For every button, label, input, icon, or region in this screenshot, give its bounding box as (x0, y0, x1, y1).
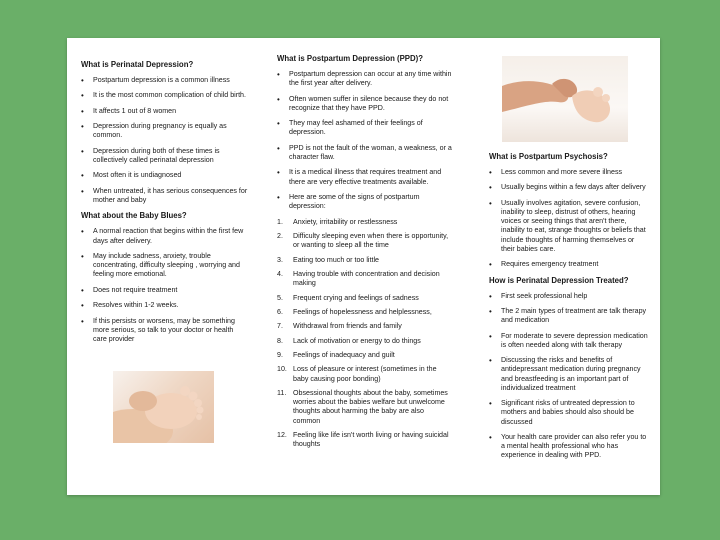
list-item (277, 270, 453, 288)
list-item: • May include sadness, anxiety, trouble concentrating, difficulty sleeping , worrying and feeling more emotional. (81, 252, 249, 280)
list-item: • When untreated, it has serious consequences for mother and baby (81, 187, 249, 205)
list-item: • Discussing the risks and benefits of antidepressant medication during pregnancy and breastfeeding is an important part of individualized treatment (489, 356, 649, 393)
list-item: • Less common and more severe illness (489, 168, 649, 177)
hands-photo (502, 56, 628, 142)
item-number: 10. (277, 365, 287, 374)
item-number: 9. (277, 351, 283, 360)
item-number: 5. (277, 293, 283, 302)
item-text: Feelings of inadequacy and guilt (293, 351, 395, 360)
psychosis-list (489, 168, 649, 269)
list-item (277, 308, 453, 317)
list-item (277, 365, 453, 383)
item-number: 12. (277, 431, 287, 440)
item-text: Frequent crying and feelings of sadness (293, 293, 419, 302)
item-text: Feeling like life isn't worth living or having suicidal thoughts (293, 431, 449, 449)
list-item (277, 256, 453, 265)
list-item: • If this persists or worsens, may be something more serious, so talk to your doctor or health care provider (81, 317, 249, 345)
list-item (277, 337, 453, 346)
item-text: Loss of pleasure or interest (sometimes in the baby causing poor bonding) (293, 365, 437, 383)
signs-list (277, 218, 453, 450)
list-item: • A normal reaction that begins within the first few days after delivery. (81, 227, 249, 245)
list-item (277, 431, 453, 449)
item-number: 2. (277, 231, 283, 240)
list-item: • Significant risks of untreated depression to mothers and babies should also should be discussed (489, 399, 649, 427)
item-text: Feelings of hopelessness and helplessness, (293, 307, 432, 316)
ppd-list (277, 70, 453, 211)
baby-foot-photo (113, 371, 214, 443)
treatment-list (489, 292, 649, 461)
item-number: 3. (277, 255, 283, 264)
list-item: • Depression during pregnancy is equally as common. (81, 122, 249, 140)
list-item: • Resolves within 1-2 weeks. (81, 301, 249, 310)
list-item: • Most often it is undiagnosed (81, 171, 249, 180)
item-number: 4. (277, 269, 283, 278)
item-text: Withdrawal from friends and family (293, 322, 402, 331)
list-item (277, 322, 453, 331)
list-item (277, 218, 453, 227)
item-text: Lack of motivation or energy to do things (293, 336, 421, 345)
item-text: Obsessional thoughts about the baby, sometimes worries about the babies welfare but unwelcome thoughts about harming the baby are also common (293, 389, 448, 425)
column-right (489, 152, 649, 467)
list-item (277, 232, 453, 250)
heading-perinatal-depression: What is Perinatal Depression? (81, 60, 194, 69)
item-number: 11. (277, 389, 287, 398)
list-item: • Your health care provider can also refer you to a mental health professional who has experience in dealing with PPD. (489, 433, 649, 461)
list-item: • Here are some of the signs of postpartum depression: (277, 193, 453, 211)
item-number: 1. (277, 217, 283, 226)
list-item: • Often women suffer in silence because they do not recognize that they have PPD. (277, 95, 453, 113)
item-text: Difficulty sleeping even when there is opportunity, or wanting to sleep all the time (293, 231, 449, 250)
list-item: • Postpartum depression is a common illness (81, 76, 249, 85)
heading-postpartum-psychosis: What is Postpartum Psychosis? (489, 152, 608, 161)
brochure-page (67, 38, 660, 495)
list-item: • Depression during both of these times is collectively called perinatal depression (81, 147, 249, 165)
column-middle (277, 54, 453, 455)
item-text: Eating too much or too little (293, 255, 379, 264)
list-item (277, 294, 453, 303)
item-number: 7. (277, 322, 283, 331)
item-text: Having trouble with concentration and decision making (293, 269, 440, 288)
list-item: • PPD is not the fault of the woman, a weakness, or a character flaw. (277, 144, 453, 162)
list-item (277, 351, 453, 360)
item-number: 6. (277, 307, 283, 316)
list-item: • Postpartum depression can occur at any time within the first year after delivery. (277, 70, 453, 88)
list-item: • It is the most common complication of child birth. (81, 91, 249, 100)
list-item: • It affects 1 out of 8 women (81, 107, 249, 116)
baby-blues-list (81, 227, 249, 344)
list-item: • For moderate to severe depression medication is often needed along with talk therapy (489, 332, 649, 350)
list-item: • Usually involves agitation, severe confusion, inability to sleep, distrust of others, hearing voices or seeing things that aren't there, inability to eat, strange thoughts or beliefs that include thoughts of harming themselves or their babies care. (489, 199, 649, 254)
heading-ppd: What is Postpartum Depression (PPD)? (277, 54, 423, 63)
heading-baby-blues: What about the Baby Blues? (81, 211, 187, 221)
list-item: • It is a medical illness that requires treatment and there are very effective treatments available. (277, 168, 453, 186)
list-item: • First seek professional help (489, 292, 649, 301)
list-item: • They may feel ashamed of their feelings of depression. (277, 119, 453, 137)
list-item (277, 389, 453, 426)
list-item: • Does not require treatment (81, 286, 249, 295)
perinatal-list (81, 76, 249, 205)
item-text: Anxiety, irritability or restlessness (293, 217, 398, 226)
list-item: • Requires emergency treatment (489, 260, 649, 269)
column-left (81, 60, 249, 350)
list-item: • The 2 main types of treatment are talk therapy and medication (489, 307, 649, 325)
list-item: • Usually begins within a few days after delivery (489, 183, 649, 192)
item-number: 8. (277, 336, 283, 345)
heading-treatment: How is Perinatal Depression Treated? (489, 275, 629, 285)
